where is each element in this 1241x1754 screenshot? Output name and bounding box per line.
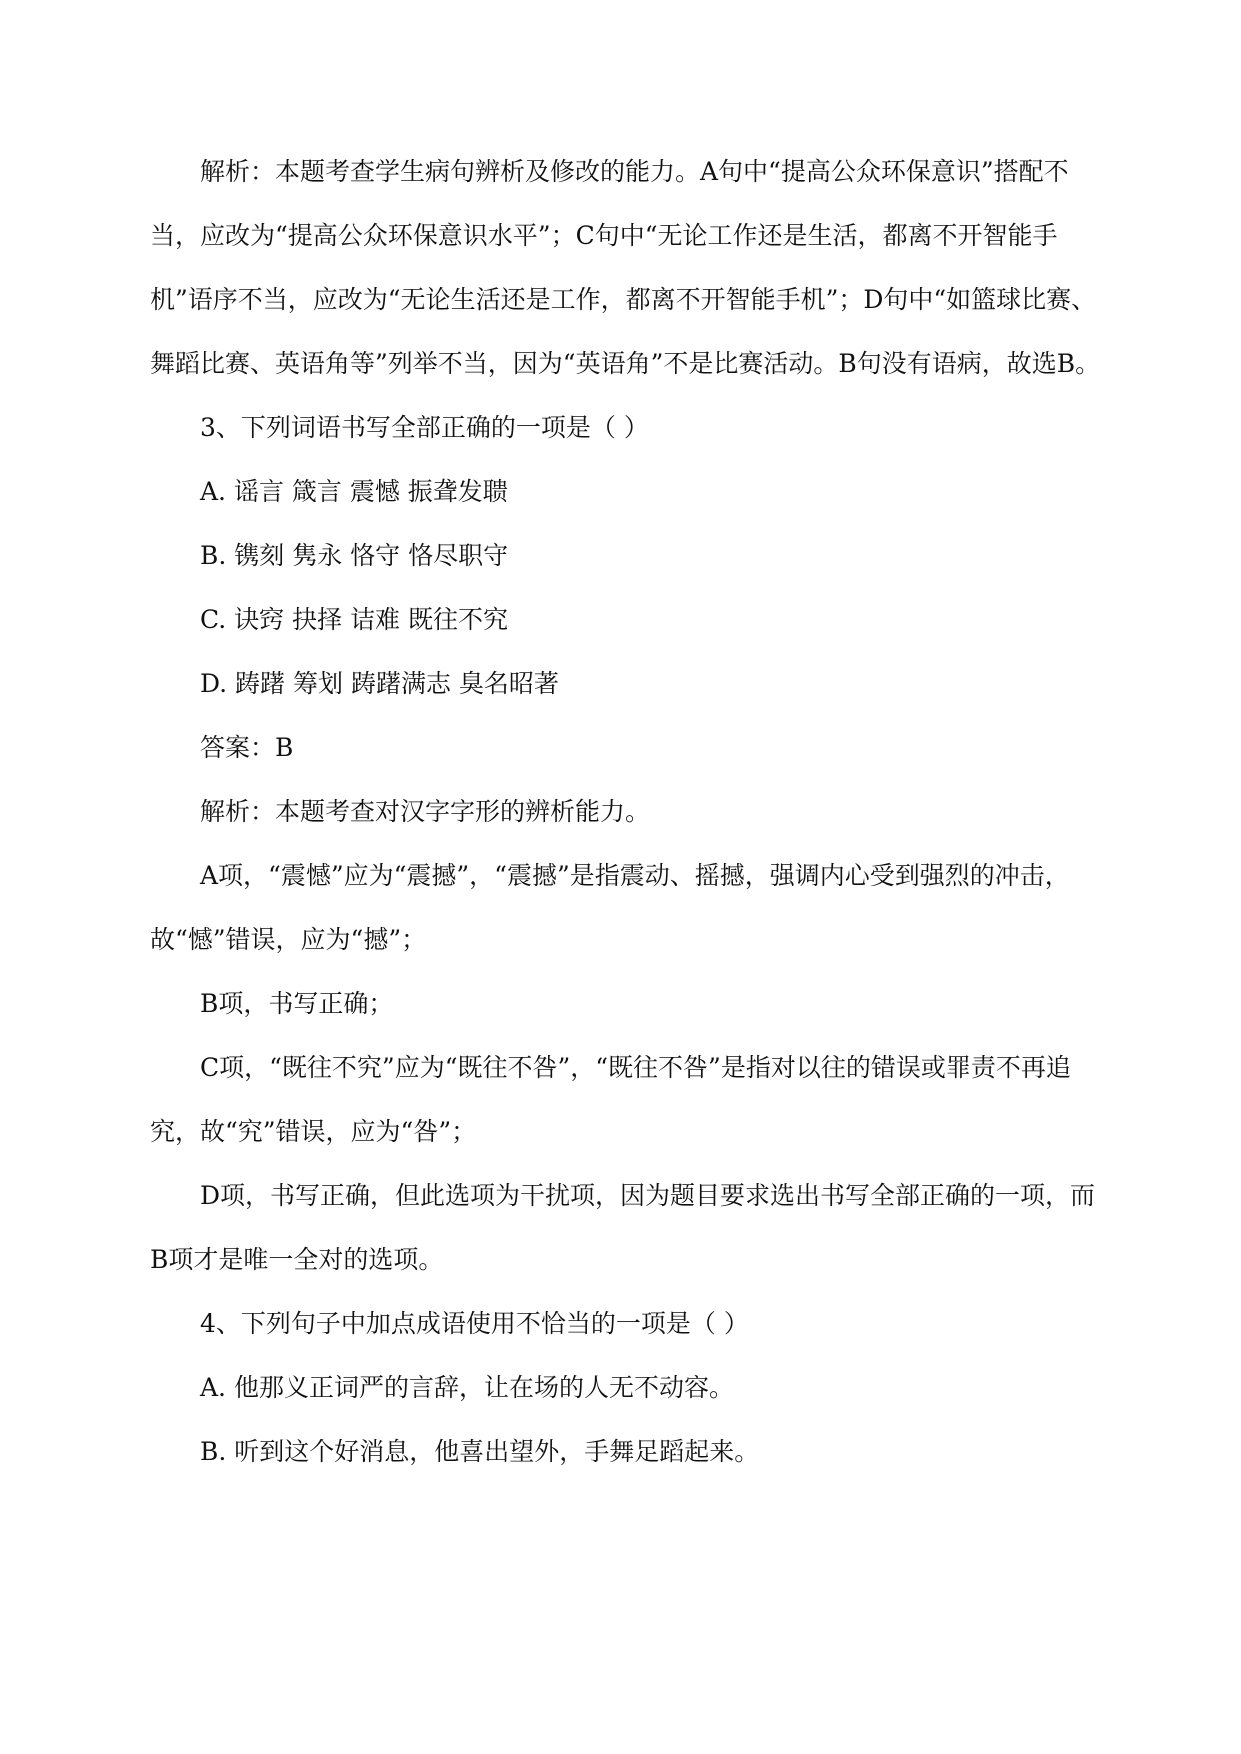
question-3-option-a: A. 谣言 箴言 震憾 振聋发聩 xyxy=(200,477,508,506)
question-4-option-a: A. 他那义正词严的言辞，让在场的人无不动容。 xyxy=(200,1373,734,1402)
analysis-question-2: 解析：本题考查学生病句辨析及修改的能力。A句中“提高公众环保意识”搭配不当，应改为“提高公众环保意识水平”；C句中“无论工作还是生活，都离不开智能手机”语序不当，应改为“无论生活还是工作，都离不开智能手机”；D句中“如篮球比赛、舞蹈比赛、英语角等”列举不当，因为“英语角”不是比赛活动。B句没有语病，故选B。 xyxy=(150,157,1101,378)
question-3-answer: 答案：B xyxy=(200,733,294,762)
question-3: 3、下列词语书写全部正确的一项是（ ） xyxy=(200,413,649,442)
question-3-analysis-item-c: C项，“既往不究”应为“既往不咎”，“既往不咎”是指对以往的错误或罪责不再追究，故“究”错误，应为“咎”； xyxy=(150,1053,1071,1146)
question-3-option-c: C. 诀窍 抉择 诘难 既往不究 xyxy=(200,605,508,634)
question-3-analysis-item-d: D项，书写正确，但此选项为干扰项，因为题目要求选出书写全部正确的一项，而B项才是唯一全对的选项。 xyxy=(150,1181,1096,1274)
question-3-option-b: B. 镌刻 隽永 恪守 恪尽职守 xyxy=(200,541,509,570)
question-4: 4、下列句子中加点成语使用不恰当的一项是（ ） xyxy=(200,1309,749,1338)
question-4-option-b: B. 听到这个好消息，他喜出望外，手舞足蹈起来。 xyxy=(200,1437,760,1466)
question-3-option-d: D. 踌躇 筹划 踌躇满志 臭名昭著 xyxy=(200,669,559,698)
question-3-analysis-item-b: B项，书写正确； xyxy=(200,989,394,1018)
question-3-analysis: 解析：本题考查对汉字字形的辨析能力。 xyxy=(200,797,651,826)
question-3-analysis-item-a: A项，“震憾”应为“震撼”，“震撼”是指震动、摇撼，强调内心受到强烈的冲击，故“憾”错误，应为“撼”； xyxy=(150,861,1070,954)
document-body xyxy=(150,140,1110,1484)
